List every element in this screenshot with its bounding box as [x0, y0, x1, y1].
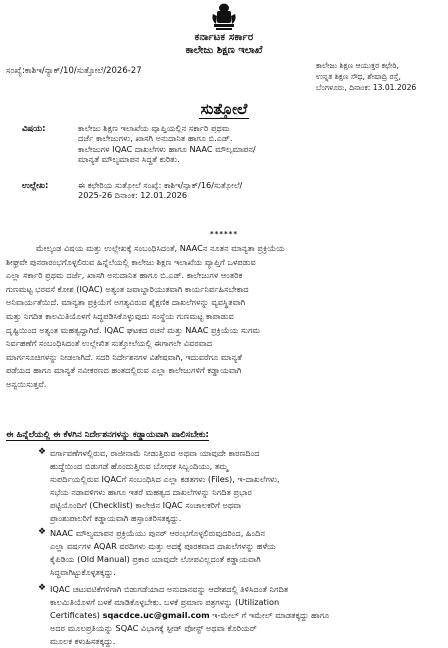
paragraph-line: ಮೇಲ್ಕಂಡ ವಿಷಯ ಮತ್ತು ಉಲ್ಲೇಖಕ್ಕೆ ಸಂಬಂಧಿಸಿದಂತೆ, NAACನ ನೂತನ ಮಾನ್ಯತಾ ಪ್ರಕ್ರಿಯೆಯ	[36, 243, 285, 253]
instruction-item	[50, 447, 442, 524]
paragraph-line: ಅನ್ವಯಿಸುತ್ತವೆ.	[6, 378, 47, 389]
paragraph-line: ಪಡೆಯದ ಹಾಗೂ ಮಾನ್ಯತೆ ನವೀಕರಣದ ಹಂತದಲ್ಲಿರುವ ಎಲ್ಲಾ ಕಾಲೇಜುಗಳಿಗೆ ಕಡ್ಡಾಯವಾಗಿ	[6, 365, 242, 376]
instruction-line: ಕಾಲಮಿತಿಯೊಳಗೆ ಬಳಕೆ ಮಾಡಿಕೊಳ್ಳಬೇಕು. ಬಳಕೆ ಪ್ರಮಾಣ ಪತ್ರಗಳನ್ನು (Utilization	[50, 596, 280, 607]
subject-line: ಮಾನ್ಯತೆ ಮೌಲ್ಯಮಾಪನ ಸಿದ್ಧತೆ ಕುರಿತು.	[78, 154, 180, 165]
title-text: ಸುತ್ತೋಲೆ	[200, 100, 248, 118]
instruction-text: Certificates)	[50, 609, 100, 620]
reference-number: ಸಂಖ್ಯೆ:ಕಾಶಿಇ/ನ್ಯಾಕ್/10/ಸುತ್ತೋಲೆ/2026-27	[6, 66, 142, 76]
paragraph-line: ಅನಿವಾರ್ಯತೆಯಿದೆ. ಮಾನ್ಯತಾ ಪ್ರಕ್ರಿಯೆಗೆ ಅಗತ್ಯವಿರುವ ಶೈಕ್ಷಣಿಕ ದಾಖಲೆಗಳನ್ನು ವ್ಯವಸ್ಥಿತವಾಗಿ	[6, 297, 246, 308]
karnataka-emblem-icon	[207, 2, 241, 32]
document-title	[0, 100, 448, 118]
instruction-line: ಮೂಲಕ ಕಳುಹಿಸತಕ್ಕದ್ದು.	[50, 635, 116, 646]
paragraph-line: ಮಾರ್ಗಸೂಚಿಗಳನ್ನು ನೀಡಲಾಗಿದೆ. ಸದರಿ ನಿರ್ದೇಶನಗಳ ವಿಶೇಷವಾಗಿ, ಇದುವರೆಗೂ ಮಾನ್ಯತೆ	[6, 351, 242, 362]
address-line: ಉನ್ನತ ಶಿಕ್ಷಣ ಸೌಧ, ಶೇಷಾದ್ರಿ ರಸ್ತೆ,	[316, 72, 401, 81]
subject-label: ವಿಷಯ:	[22, 123, 46, 133]
paragraph-line: ಶೀಘ್ರವೇ ಪುನರಾರಂಭಗೊಳ್ಳಲಿರುವ ಹಿನ್ನೆಲೆಯಲ್ಲಿ ಕಾಲೇಜು ಶಿಕ್ಷಣ ಇಲಾಖೆಯ ವ್ಯಾಪ್ತಿಗೆ ಒಳಪಡುವ	[6, 256, 256, 267]
instructions-heading	[6, 430, 209, 440]
instruction-line: ಕೈಪಿಡಿಯ (Old Manual) ಪ್ರಕಾರ ಯಾವುದೇ ಲೋಪವಿಲ್ಲದಂತೆ ಕಡ್ಡಾಯವಾಗಿ	[50, 553, 261, 564]
subject-text	[78, 123, 440, 165]
instruction-line: IQAC ಚಟುವಟಿಕೆಗಳಿಗಾಗಿ ಬಿಡುಗಡೆಯಾದ ಅನುದಾನವನ್ನು ಆದೇಶದಲ್ಲಿ ತಿಳಿಸಿದಂತೆ ನಿಗದಿತ	[50, 584, 289, 594]
paragraph-line: ಮತ್ತು ನಿಗದಿತ ಕಾಲಮಿತಿಯೊಳಗೆ ಸಿದ್ಧಪಡಿಸಿಕೊಳ್ಳುವುದು ಸಂಸ್ಥೆಯ ಗುಣಮಟ್ಟ ಕಾಪಾಡುವ	[6, 310, 234, 321]
government-name: ಕರ್ನಾಟಕ ಸರ್ಕಾರ	[194, 32, 254, 43]
separator-stars: ******	[210, 230, 238, 238]
subject-line: ಕಾಲೇಜುಗಳ IQAC ದಾಖಲೆಗಳು ಹಾಗೂ NAAC ಮೌಲ್ಯಮಾಪನ/	[78, 143, 256, 154]
instruction-line	[50, 609, 442, 622]
address-line: ಕಾಲೇಜು ಶಿಕ್ಷಣ ಆಯುಕ್ತರ ಕಛೇರಿ,	[316, 61, 399, 70]
paragraph-line: ದೃಷ್ಟಿಯಿಂದ ಅತ್ಯಂತ ಮಹತ್ವದ್ದಾಗಿದೆ. IQAC ಘಟಕದ ರಚನೆ ಮತ್ತು NAAC ಪ್ರಕ್ರಿಯೆಯ ಸುಗಮ	[6, 324, 261, 335]
office-address	[316, 60, 446, 93]
paragraph-line: ಎಲ್ಲಾ ಸರ್ಕಾರಿ ಪ್ರಥಮ ದರ್ಜೆ, ಖಾಸಗಿ ಅನುದಾನಿತ ಹಾಗೂ ಬಿ.ಎಡ್. ಕಾಲೇಜುಗಳ ಆಂತರಿಕ	[6, 270, 243, 281]
bullet-icon: ❖	[38, 527, 47, 537]
instruction-line: ಹುದ್ದೆಯಿಂದ ಬಿಡುಗಡೆ ಹೊಂದುತ್ತಿರುವ ಬೋಧಕ ಸಿಬ್ಬಂದಿಯು, ತಮ್ಮ	[50, 460, 229, 471]
body-paragraph	[6, 242, 442, 392]
instruction-line: ಪಟ್ಟಿಯೊಂದಿಗೆ (Checklist) ಕಾಲೇಜಿನ IQAC ಸಂಚಾಲಕರಿಗೆ ಅಥವಾ	[50, 499, 242, 510]
paragraph-line: ಗುಣಮಟ್ಟ ಭರವಸೆ ಕೋಶ (IQAC) ಅತ್ಯಂತ ಜವಾಬ್ದಾರಿಯುತವಾಗಿ ಕಾರ್ಯನಿರ್ವಹಿಸಬೇಕಾದ	[6, 283, 249, 294]
reference-line: ಈ ಕಛೇರಿಯ ಸುತ್ತೋಲೆ ಸಂಖ್ಯೆ: ಕಾಶಿಇ/ನ್ಯಾಕ್/16/ಸುತ್ತೋಲೆ/	[78, 180, 243, 190]
subject-line: ಕಾಲೇಜು ಶಿಕ್ಷಣ ಇಲಾಖೆಯ ವ್ಯಾಪ್ತಿಯಲ್ಲಿನ ಸರ್ಕಾರಿ ಪ್ರಥಮ	[78, 123, 230, 133]
instruction-text: ಇ-ಮೇಲ್ ಗೆ ಇಮೇಲ್ ಮಾಡತಕ್ಕದ್ದು ಹಾಗೂ	[209, 609, 330, 620]
paragraph-line: ನಿರ್ವಹಣೆಗೆ ಸಂಬಂಧಿಸಿದಂತೆ ಉಲ್ಲೇಖಿತ ಸುತ್ತೋಲೆಯಲ್ಲಿ ಈಗಾಗಲೇ ವಿವರವಾದ	[6, 338, 213, 349]
bullet-icon: ❖	[38, 447, 47, 457]
instruction-line: ಸಭೆಯ ನಡಾವಳಿಗಳು ಹಾಗೂ ಇತರೆ ಮಹತ್ವದ ದಾಖಲೆಗಳನ್ನು ನಿಗದಿತ ಪ್ರಭಾರ	[50, 486, 252, 497]
instruction-line: NAAC ಮೌಲ್ಯಮಾಪನ ಪ್ರಕ್ರಿಯೆಯು ಪುನರ್ ಆರಂಭಗೊಳ್ಳಲಿರುವುದರಿಂದ, ಹಿಂದಿನ	[50, 528, 266, 538]
subject-line: ದರ್ಜೆ ಕಾಲೇಜುಗಳು, ಖಾಸಗಿ ಅನುದಾನಿತ ಹಾಗೂ ಬಿ.ಎಡ್.	[78, 133, 233, 144]
reference-line: 2025-26 ದಿನಾಂಕ: 12.01.2026	[78, 190, 188, 201]
reference-label: ಉಲ್ಲೇಖ:	[22, 180, 49, 190]
instruction-item	[50, 583, 442, 648]
instruction-line: ಸಿದ್ಧವಾಗಿಟ್ಟುಕೊಳ್ಳತಕ್ಕದ್ದು.	[50, 566, 116, 577]
bullet-icon: ❖	[38, 583, 47, 593]
instructions-heading-text: ಈ ಹಿನ್ನೆಲೆಯಲ್ಲಿ ಈ ಕೆಳಗಿನ ನಿರ್ದೇಶನಗಳನ್ನು ಕಡ್ಡಾಯವಾಗಿ ಪಾಲಿಸಬೇಕು:	[6, 430, 209, 440]
instruction-line: ಪ್ರಾಂಶುಪಾಲರಿಗೆ ಕಡ್ಡಾಯವಾಗಿ ಹಸ್ತಾಂತರಿಸತಕ್ಕದ್ದು.	[50, 512, 182, 523]
instruction-line: ಎಲ್ಲಾ ವರ್ಷಗಳ AQAR ವರದಿಗಳು ಮತ್ತು ಅದಕ್ಕೆ ಪೂರಕವಾದ ದಾಖಲೆಗಳನ್ನು ಹಳೆಯ	[50, 540, 276, 551]
instruction-line: ವರ್ಗಾವಣೆಗಳಲ್ಲಿರುವ, ರಾಜೀನಾಮೆ ನೀಡುತ್ತಿರುವ ಅಥವಾ ಯಾವುದೇ ಕಾರಣದಿಂದ	[50, 448, 260, 458]
reference-text	[78, 180, 440, 201]
instruction-item	[50, 527, 442, 579]
department-name: ಕಾಲೇಜು ಶಿಕ್ಷಣ ಇಲಾಖೆ	[185, 45, 263, 56]
instruction-line: ಸುಪರ್ದಿಯಲ್ಲಿರುವ IQACಗೆ ಸಂಬಂಧಿಸಿದ ಎಲ್ಲಾ ಕಡತಗಳು (Files), ಇ-ದಾಖಲೆಗಳು,	[50, 473, 280, 484]
instruction-line: ಅದರ ಮೂಲಪ್ರತಿಯನ್ನು SQAC ವಿಭಾಗಕ್ಕೆ ಸ್ಪೀಡ್ ಪೋಸ್ಟ್ ಅಥವಾ ಕೊರಿಯರ್	[50, 622, 257, 633]
address-date-line: ಬೆಂಗಳೂರು, ದಿನಾಂಕ: 13.01.2026	[316, 83, 417, 92]
email-link[interactable]: sqacdce.uc@gmail.com	[102, 609, 210, 620]
